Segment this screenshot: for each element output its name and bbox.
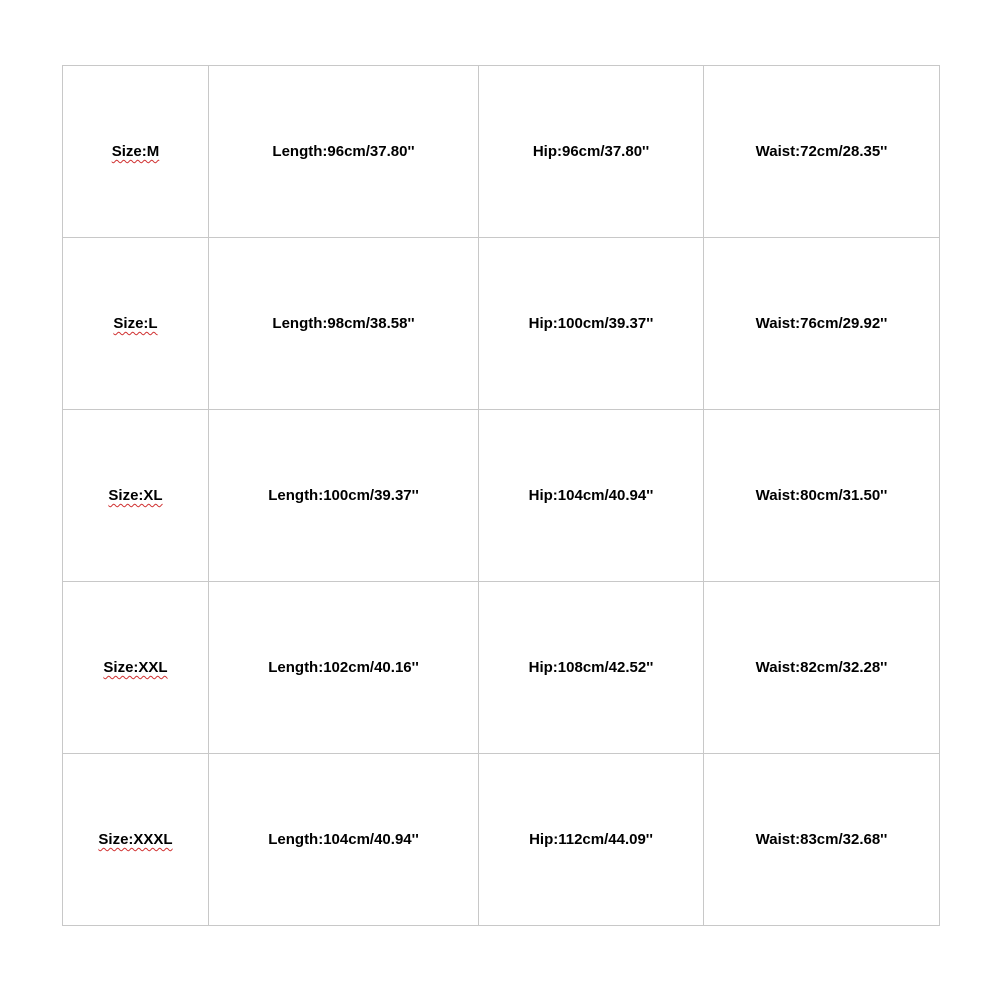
size-chart-table: [62, 65, 940, 926]
length-cell: Length:98cm/38.58'': [209, 238, 479, 410]
hip-cell: Hip:108cm/42.52'': [479, 582, 704, 754]
waist-cell: Waist:83cm/32.68'': [704, 754, 940, 926]
table-row: [63, 582, 940, 754]
waist-cell: Waist:82cm/32.28'': [704, 582, 940, 754]
table-row: [63, 238, 940, 410]
hip-cell: Hip:96cm/37.80'': [479, 66, 704, 238]
size-label: Size:M: [111, 143, 160, 160]
waist-cell: Waist:76cm/29.92'': [704, 238, 940, 410]
waist-cell: Waist:80cm/31.50'': [704, 410, 940, 582]
size-cell: [63, 410, 209, 582]
length-cell: Length:102cm/40.16'': [209, 582, 479, 754]
length-cell: Length:104cm/40.94'': [209, 754, 479, 926]
hip-cell: Hip:100cm/39.37'': [479, 238, 704, 410]
hip-cell: Hip:112cm/44.09'': [479, 754, 704, 926]
size-label: Size:XXL: [103, 659, 168, 676]
size-cell: [63, 582, 209, 754]
table-row: [63, 410, 940, 582]
size-cell: [63, 754, 209, 926]
size-label: Size:L: [113, 315, 158, 332]
waist-cell: Waist:72cm/28.35'': [704, 66, 940, 238]
length-cell: Length:100cm/39.37'': [209, 410, 479, 582]
size-cell: [63, 238, 209, 410]
size-cell: [63, 66, 209, 238]
table-row: [63, 754, 940, 926]
size-label: Size:XL: [108, 487, 163, 504]
table-row: [63, 66, 940, 238]
size-label: Size:XXXL: [98, 831, 173, 848]
length-cell: Length:96cm/37.80'': [209, 66, 479, 238]
hip-cell: Hip:104cm/40.94'': [479, 410, 704, 582]
